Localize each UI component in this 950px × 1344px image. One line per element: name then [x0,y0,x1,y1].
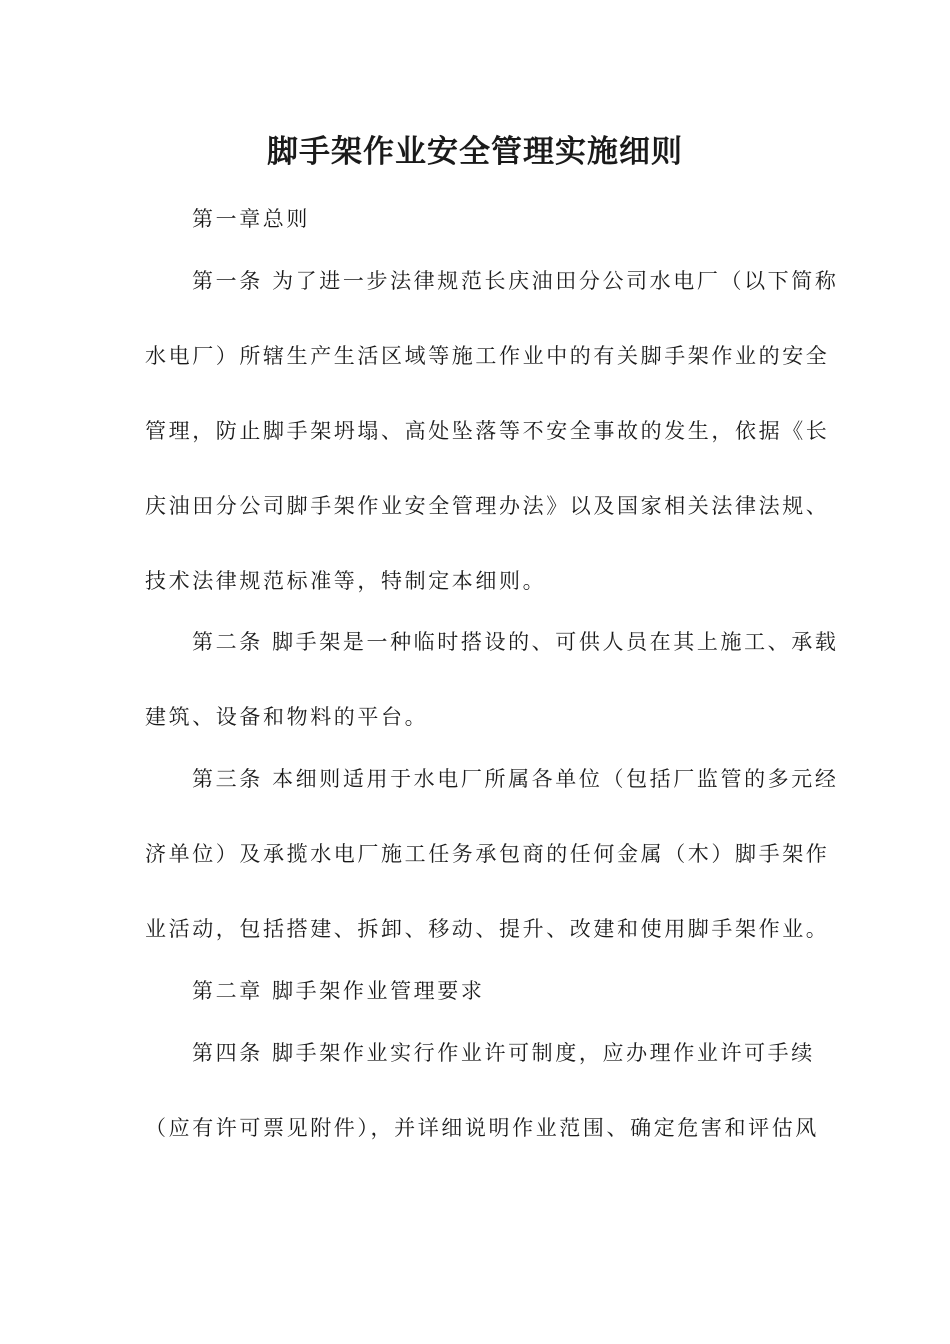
paragraph-line: 建筑、设备和物料的平台。 [145,705,429,729]
chapter-heading-1: 第一章总则 [192,207,310,231]
paragraph-line: 第四条 脚手架作业实行作业许可制度，应办理作业许可手续 [192,1041,815,1065]
paragraph-line: 第三条 本细则适用于水电厂所属各单位（包括厂监管的多元经 [192,767,839,791]
paragraph-line: 第一条 为了进一步法律规范长庆油田分公司水电厂（以下简称 [192,269,839,293]
paragraph-line: 济单位）及承揽水电厂施工任务承包商的任何金属（木）脚手架作 [145,842,830,866]
paragraph-line: 业活动，包括搭建、拆卸、移动、提升、改建和使用脚手架作业。 [145,917,830,941]
chapter-heading-2: 第二章 脚手架作业管理要求 [192,979,485,1003]
paragraph-line: 庆油田分公司脚手架作业安全管理办法》以及国家相关法律法规、 [145,494,830,518]
paragraph-line: （应有许可票见附件），并详细说明作业范围、确定危害和评估风 [145,1116,819,1140]
document-title: 脚手架作业安全管理实施细则 [267,134,683,170]
paragraph-line: 技术法律规范标准等，特制定本细则。 [145,569,547,593]
paragraph-line: 管理，防止脚手架坍塌、高处坠落等不安全事故的发生，依据《长 [145,419,830,443]
paragraph-line: 第二条 脚手架是一种临时搭设的、可供人员在其上施工、承载 [192,630,839,654]
paragraph-line: 水电厂）所辖生产生活区域等施工作业中的有关脚手架作业的安全 [145,344,830,368]
